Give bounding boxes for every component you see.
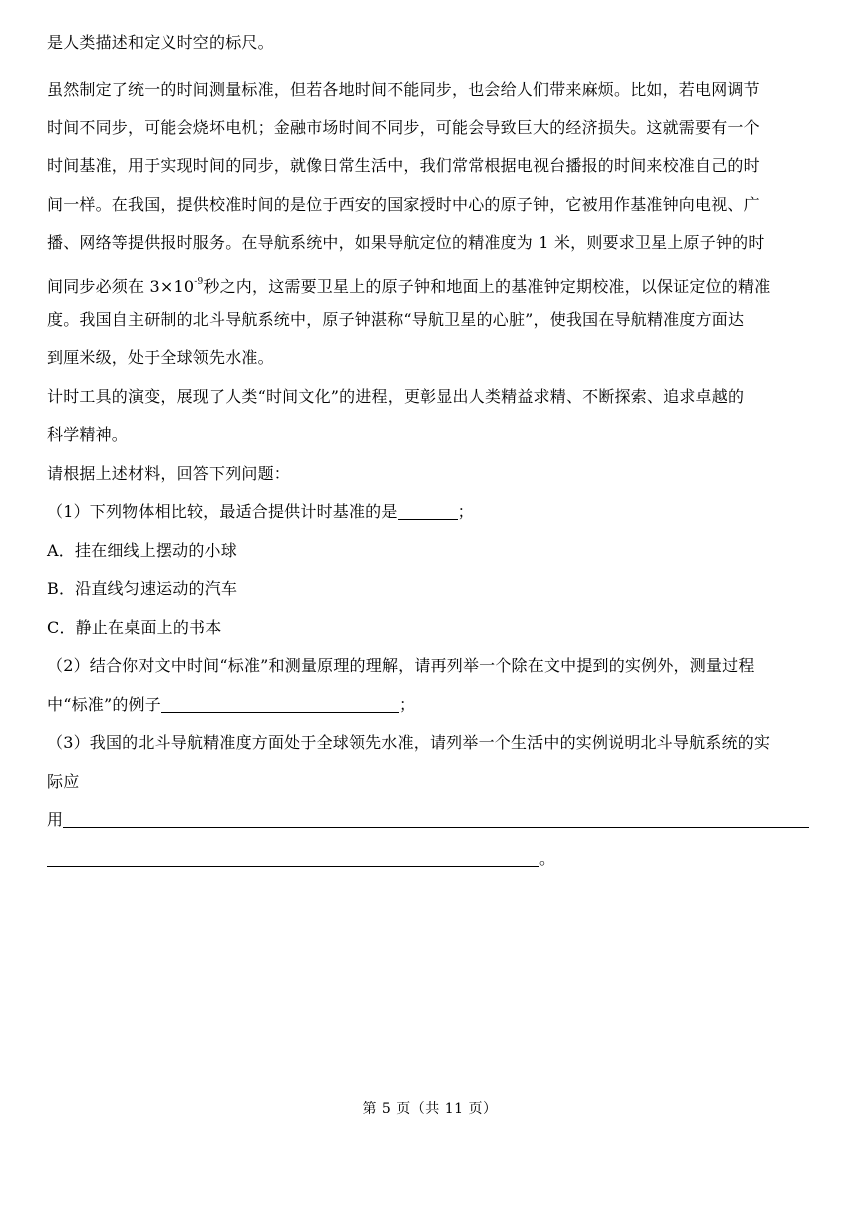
option-c: C．静止在桌面上的书本 bbox=[47, 618, 222, 637]
question-punct: ； bbox=[457, 502, 474, 521]
question-2: （2）结合你对文中时间“标准”和测量原理的理解，请再列举一个除在文中提到的实例外，测量过程 bbox=[47, 656, 755, 675]
page-footer: 第 5 页（共 11 页） bbox=[362, 1101, 498, 1117]
question-punct: 。 bbox=[539, 849, 556, 868]
paragraph-line: 计时工具的演变，展现了人类“时间文化”的进程，更彰显出人类精益求精、不断探索、追求卓越的 bbox=[47, 387, 745, 406]
paragraph-line: 虽然制定了统一的时间测量标准，但若各地时间不能同步，也会给人们带来麻烦。比如，若电网调节 bbox=[47, 80, 760, 99]
paragraph-line bbox=[47, 271, 770, 298]
question-2-cont bbox=[47, 694, 415, 716]
answer-blank-3b[interactable] bbox=[47, 850, 539, 867]
superscript-exponent: -9 bbox=[194, 277, 204, 287]
answer-blank-2[interactable] bbox=[161, 696, 399, 713]
question-3-cont: 际应 bbox=[47, 772, 80, 791]
paragraph-line: 播、网络等提供报时服务。在导航系统中，如果导航定位的精准度为 1 米，则要求卫星上原子钟的时 bbox=[47, 233, 765, 252]
option-b: B．沿直线匀速运动的汽车 bbox=[47, 579, 238, 598]
paragraph-line: 是人类描述和定义时空的标尺。 bbox=[47, 33, 274, 52]
paragraph-line: 间一样。在我国，提供校准时间的是位于西安的国家授时中心的原子钟，它被用作基准钟向电视、广 bbox=[47, 195, 760, 214]
answer-blank-1[interactable] bbox=[398, 503, 458, 520]
paragraph-line: 时间基准，用于实现时间的同步，就像日常生活中，我们常常根据电视台播报的时间来校准自己的时 bbox=[47, 156, 760, 175]
question-3: （3）我国的北斗导航精准度方面处于全球领先水准，请列举一个生活中的实例说明北斗导航系统的实 bbox=[47, 733, 771, 752]
question-text: 中“标准”的例子 bbox=[47, 695, 161, 714]
question-text: 用 bbox=[47, 810, 64, 829]
instruction-line: 请根据上述材料，回答下列问题： bbox=[47, 464, 291, 483]
text-segment: 间同步必须在 3×10 bbox=[47, 277, 195, 296]
question-punct: ； bbox=[398, 695, 416, 714]
answer-blank-3[interactable] bbox=[63, 811, 809, 828]
question-3-answer-line bbox=[47, 809, 809, 831]
question-1 bbox=[47, 501, 474, 523]
option-a: A．挂在细线上摆动的小球 bbox=[47, 541, 237, 560]
paragraph-line: 到厘米级，处于全球领先水准。 bbox=[47, 348, 274, 367]
paragraph-line: 科学精神。 bbox=[47, 425, 129, 444]
paragraph-line: 时间不同步，可能会烧坏电机；金融市场时间不同步，可能会导致巨大的经济损失。这就需要有一个 bbox=[47, 118, 760, 137]
question-text: （1）下列物体相比较，最适合提供计时基准的是 bbox=[47, 502, 398, 521]
paragraph-line: 度。我国自主研制的北斗导航系统中，原子钟湛称“导航卫星的心脏”，使我国在导航精准度方面达 bbox=[47, 310, 745, 329]
text-segment: 秒之内，这需要卫星上的原子钟和地面上的基准钟定期校准，以保证定位的精准 bbox=[203, 277, 771, 296]
question-3-answer-line-2 bbox=[47, 848, 555, 870]
